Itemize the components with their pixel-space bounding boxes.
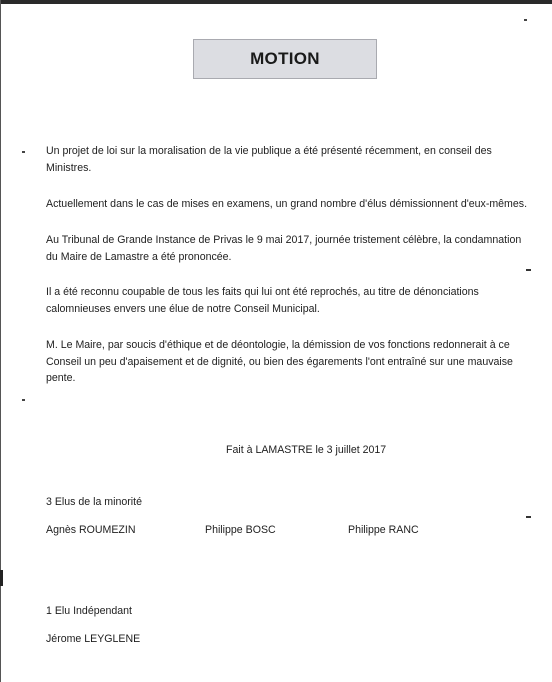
signatory-name: Agnès ROUMEZIN <box>46 524 136 536</box>
title-box <box>193 39 377 79</box>
scan-edge-mark <box>0 570 3 586</box>
paragraph-resignations: Actuellement dans le cas de mises en examens, un grand nombre d'élus démissionnent d'eux-mêmes. <box>46 198 528 210</box>
minority-heading: 3 Elus de la minorité <box>46 496 142 508</box>
signatory-name: Philippe RANC <box>348 524 419 536</box>
paragraph-conviction: Il a été reconnu coupable de tous les faits qui lui ont été reprochés, au titre de dénonciations calomnieuses envers une élue de notre Conseil Municipal. <box>46 286 479 315</box>
scan-speck <box>526 516 531 518</box>
independent-name: Jérome LEYGLENE <box>46 633 141 645</box>
paragraph-request: M. Le Maire, par soucis d'éthique et de déontologie, la démission de vos fonctions redonnerait à ce Conseil un peu d'apaisement et de dignité, ou bien des égarements l'ont entraîné sur une mauvaise pente. <box>46 339 513 384</box>
scan-speck <box>22 399 25 401</box>
independent-heading: 1 Elu Indépendant <box>46 605 133 617</box>
scan-speck <box>526 269 531 271</box>
paragraph-tribunal: Au Tribunal de Grande Instance de Privas le 9 mai 2017, journée tristement célèbre, la condamnation du Maire de Lamastre a été prononcée. <box>46 234 522 263</box>
scan-speck <box>524 19 527 21</box>
scan-speck <box>22 151 25 153</box>
place-date: Fait à LAMASTRE le 3 juillet 2017 <box>226 444 387 456</box>
paragraph-bill: Un projet de loi sur la moralisation de la vie publique a été présenté récemment, en conseil des Ministres. <box>46 145 492 174</box>
signatory-name: Philippe BOSC <box>205 524 276 536</box>
document-title: MOTION <box>250 49 320 68</box>
scan-top-edge <box>0 0 552 4</box>
